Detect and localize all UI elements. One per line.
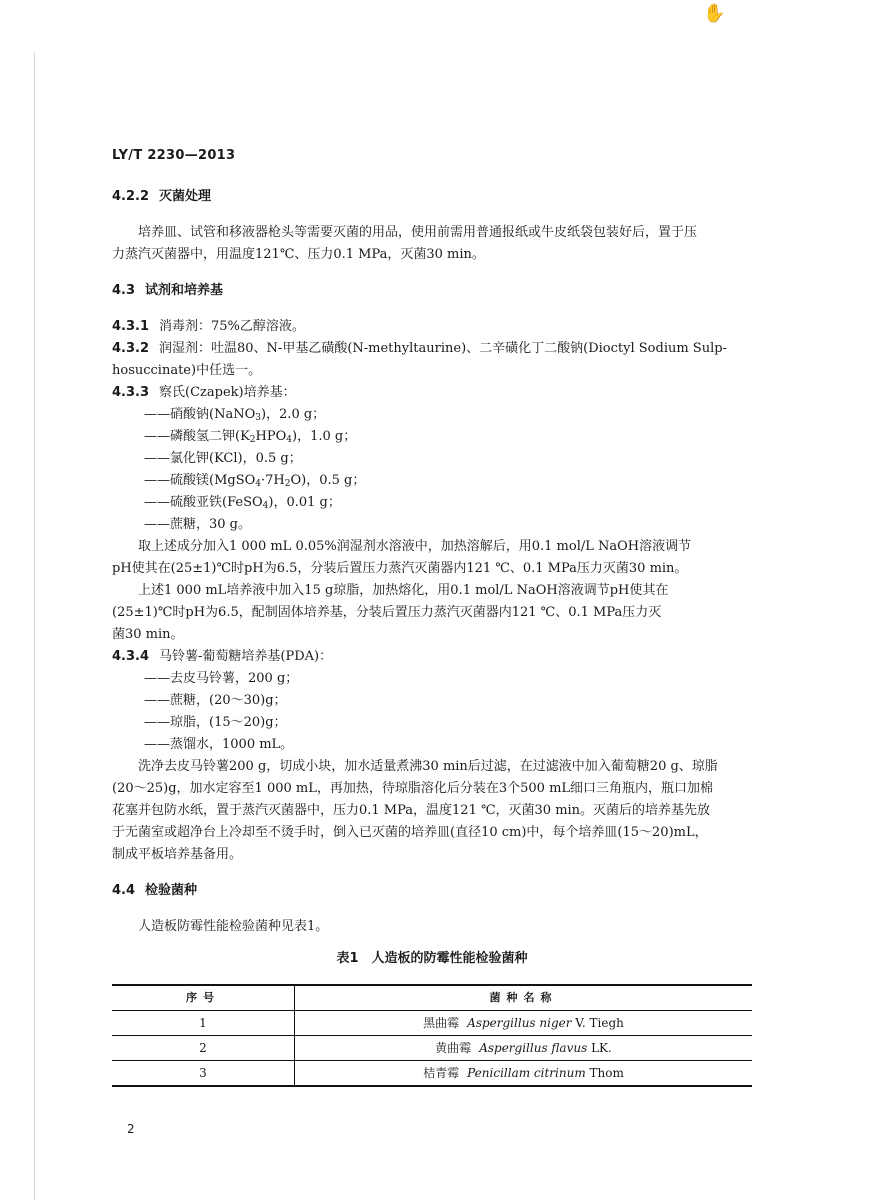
paragraph-line: 取上述成分加入1 000 mL 0.05%润湿剂水溶液中，加热溶解后，用0.1 mol/L NaOH溶液调节	[138, 539, 692, 554]
clause-4-3-1: 4.3.1 消毒剂：75%乙醇溶液。	[112, 319, 305, 334]
hand-cursor-icon: ✋	[703, 3, 726, 24]
page-number: 2	[127, 1122, 135, 1136]
table-header-row	[112, 985, 752, 1011]
list-item: ——氯化钾(KCl)，0.5 g；	[144, 451, 302, 466]
paragraph-line: (20～25)g，加水定容至1 000 mL，再加热，待琼脂溶化后分装在3个500 mL细口三角瓶内，瓶口加棉	[112, 781, 714, 796]
paragraph-line: 力蒸汽灭菌器中，用温度121℃、压力0.1 MPa，灭菌30 min。	[112, 247, 485, 262]
cell-serial: 3	[112, 1061, 295, 1087]
list-item: ——磷酸氢二钾$(K_2HPO_4)$，1.0 g；	[144, 429, 357, 445]
page-edge	[34, 52, 35, 1200]
standard-code: LY/T 2230—2013	[112, 148, 236, 163]
document-body	[112, 186, 752, 1087]
paragraph-line: 上述1 000 mL培养液中加入15 g琼脂，加热熔化，用0.1 mol/L NaOH溶液调节pH使其在	[138, 583, 669, 598]
paragraph-line: (25±1)℃时pH为6.5，配制固体培养基，分装后置压力蒸汽灭菌器内121 ℃、0.1 MPa压力灭	[112, 605, 662, 620]
list-item: ——琼脂，(15～20)g；	[144, 715, 287, 730]
paragraph-line: 花塞并包防水纸，置于蒸汽灭菌器中，压力0.1 MPa，温度121 ℃，灭菌30 min。灭菌后的培养基先放	[112, 803, 711, 818]
table-row	[112, 1011, 752, 1036]
list-item: ——蔗糖，30 g。	[144, 517, 251, 532]
col-header-serial: 序号	[112, 985, 295, 1011]
list-item: ——蒸馏水，1000 mL。	[144, 737, 294, 752]
cell-serial: 2	[112, 1036, 295, 1061]
clause-4-3-4: 4.3.4 马铃薯-葡萄糖培养基(PDA)：	[112, 649, 333, 664]
heading-4-4: 4.4 检验菌种	[112, 883, 198, 898]
clause-4-3-2: 4.3.2 润湿剂：吐温80、N-甲基乙磺酸(N-methyltaurine)、二辛磺化丁二酸钠(Dioctyl Sodium Sulp-	[112, 341, 727, 356]
list-item: ——去皮马铃薯，200 g；	[144, 671, 299, 686]
heading-4-3: 4.3 试剂和培养基	[112, 283, 224, 298]
clause-4-3-3: 4.3.3 察氏(Czapek)培养基：	[112, 385, 296, 400]
col-header-species: 菌种名称	[295, 985, 753, 1011]
paragraph-line: 培养皿、试管和移液器枪头等需要灭菌的用品，使用前需用普通报纸或牛皮纸袋包装好后，置于压	[138, 225, 698, 240]
table-title: 表1 人造板的防霉性能检验菌种	[336, 951, 528, 966]
table-row	[112, 1061, 752, 1087]
paragraph-line: hosuccinate)中任选一。	[112, 363, 262, 378]
list-item: ——蔗糖，(20～30)g；	[144, 693, 287, 708]
paragraph-line: pH使其在(25±1)℃时pH为6.5，分装后置压力蒸汽灭菌器内121 ℃、0.1 MPa压力灭菌30 min。	[112, 561, 688, 576]
paragraph-line: 菌30 min。	[112, 627, 184, 642]
cell-species: 桔青霉 Penicillam citrinum Thom	[295, 1061, 753, 1087]
list-item: ——硫酸亚铁(FeSO$_4$)，0.01 g；	[144, 495, 341, 511]
paragraph-line: 人造板防霉性能检验菌种见表1。	[138, 919, 329, 934]
paragraph-line: 洗净去皮马铃薯200 g，切成小块，加水适量煮沸30 min后过滤，在过滤液中加入葡萄糖20 g、琼脂	[138, 759, 718, 774]
fungi-table	[112, 984, 752, 1087]
list-item: ——硝酸钠(NaNO$_3$)，2.0 g；	[144, 407, 326, 423]
paragraph-line: 制成平板培养基备用。	[112, 847, 243, 862]
table-row	[112, 1036, 752, 1061]
heading-4-2-2: 4.2.2 灭菌处理	[112, 189, 212, 204]
paragraph-line: 于无菌室或超净台上冷却至不烫手时，倒入已灭菌的培养皿(直径10 cm)中，每个培养皿(15～20)mL，	[112, 825, 708, 840]
cell-species: 黄曲霉 Aspergillus flavus LK.	[295, 1036, 753, 1061]
list-item: ——硫酸镁$(MgSO_4\cdot 7H_2O)$，0.5 g；	[144, 473, 366, 489]
cell-species: 黑曲霉 Aspergillus niger V. Tiegh	[295, 1011, 753, 1036]
cell-serial: 1	[112, 1011, 295, 1036]
